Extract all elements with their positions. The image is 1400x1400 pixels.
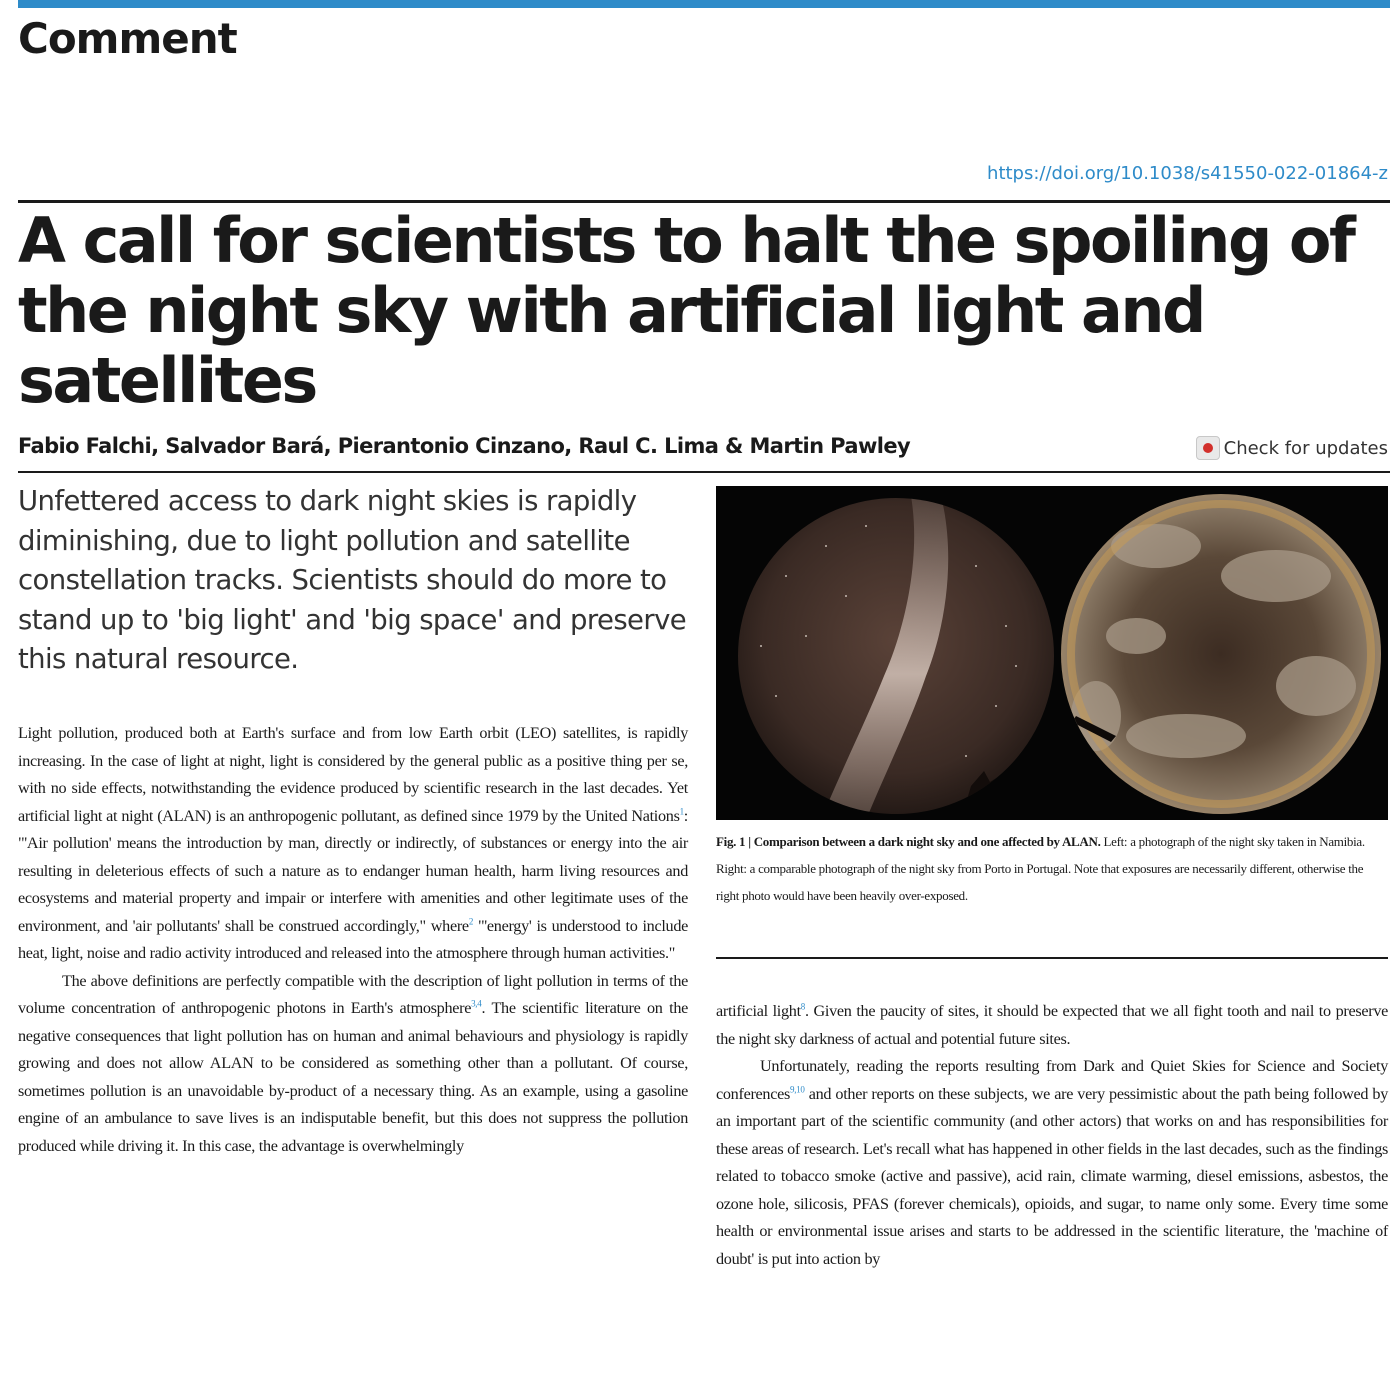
- check-updates-label: Check for updates: [1223, 437, 1388, 459]
- figure-divider: [716, 957, 1388, 959]
- figure-caption-text: Left: a photograph of the night sky taken in Namibia. Right: a comparable photograph of the night sky from Porto in Portugal. Note that exposures are necessarily different, otherwise the right photo would have been heavily over-exposed.: [716, 834, 1365, 903]
- reference-9-10[interactable]: 9,10: [790, 1084, 805, 1095]
- p2-text-b: . The scientific literature on the negative consequences that light pollution has on human and animal behaviours and physiology is rapidly growing and does not allow ALAN to be considered as something other than a pollutant. Of course, sometimes pollution is an unavoidable by-product of a necessary thing. As an example, using a gasoline engine of an ambulance to save lives is an indisputable benefit, but this does not suppress the pollution produced while driving it. In this case, the advantage is overwhelmingly: [18, 999, 688, 1155]
- title-divider: [18, 200, 1390, 203]
- p4-text-b: and other reports on these subjects, we are very pessimistic about the path being followed by an important part of the scientific community (and other actors) that works on and has responsibilities for these areas of research. Let's recall what has happened in other fields in the last decades, such as the findings related to tobacco smoke (active and passive), acid rain, climate warming, diesel emissions, asbestos, the ozone hole, silicosis, PFAS (forever chemicals), opioids, and sugar, to name only some. Every time some health or environmental issue arises and starts to be addressed in the scientific literature, the 'machine of doubt' is put into action by: [716, 1084, 1388, 1268]
- reference-1[interactable]: 1: [679, 806, 684, 817]
- night-sky-photos: [716, 486, 1388, 820]
- body-paragraph-1: [18, 720, 688, 968]
- body-column-right: [716, 998, 1388, 1273]
- p3-text-a: artificial light: [716, 1002, 801, 1020]
- p1-text-c: "'energy' is understood to include heat, light, noise and radio activity introduced and released into the atmosphere through human activities.": [18, 916, 688, 962]
- reference-2[interactable]: 2: [468, 916, 474, 927]
- p1-text-b: : "'Air pollution' means the introduction by man, directly or indirectly, of substances or energy into the air resulting in deleterious effects of such a nature as to endanger human health, harm living resources and ecosystems and material property and impair or interfere with amenities and other legitimate uses of the environment, and 'air pollutants' shall be construed accordingly," where: [18, 806, 688, 935]
- figure-1-image: [716, 486, 1388, 820]
- section-label: Comment: [18, 14, 237, 63]
- author-list: Fabio Falchi, Salvador Bará, Pierantonio Cinzano, Raul C. Lima & Martin Pawley: [18, 434, 911, 458]
- p1-text-a: Light pollution, produced both at Earth's surface and from low Earth orbit (LEO) satellites, is rapidly increasing. In the case of light at night, light is considered by the general public as a positive thing per se, with no side effects, notwithstanding the evidence produced by scientific research in the last decades. Yet artificial light at night (ALAN) is an anthropogenic pollutant, as defined since 1979 by the United Nations: [18, 724, 688, 825]
- body-column-left: [18, 720, 688, 1160]
- body-paragraph-4: [716, 1053, 1388, 1273]
- lit-sky-disc: [1061, 494, 1381, 814]
- reference-3-4[interactable]: 3,4: [471, 998, 482, 1009]
- p2-text-a: The above definitions are perfectly compatible with the description of light pollution in terms of the volume concentration of anthropogenic photons in Earth's atmosphere: [18, 971, 688, 1017]
- doi-link[interactable]: https://doi.org/10.1038/s41550-022-01864-z: [987, 163, 1388, 184]
- body-paragraph-3: [716, 998, 1388, 1053]
- top-accent-rule: [18, 0, 1390, 8]
- author-divider: [18, 471, 1390, 473]
- article-title: A call for scientists to halt the spoiling of the night sky with artificial light and satellites: [18, 204, 1354, 417]
- body-paragraph-2: [18, 968, 688, 1161]
- p4-text-a: Unfortunately, reading the reports resulting from Dark and Quiet Skies for Science and Society conferences: [716, 1057, 1388, 1103]
- standfirst: Unfettered access to dark night skies is rapidly diminishing, due to light pollution and satellite constellation tracks. Scientists should do more to stand up to 'big light' and 'big space' and preserve this natural resource.: [18, 485, 687, 675]
- reference-8[interactable]: 8: [800, 1001, 805, 1012]
- figure-label: Fig. 1 | Comparison between a dark night sky and one affected by ALAN.: [716, 834, 1101, 849]
- figure-caption: [716, 828, 1386, 909]
- check-updates-icon: [1196, 436, 1220, 460]
- p3-text-b: . Given the paucity of sites, it should be expected that we all fight tooth and nail to preserve the night sky darkness of actual and potential future sites.: [716, 1002, 1388, 1048]
- check-for-updates-button[interactable]: [1196, 436, 1388, 460]
